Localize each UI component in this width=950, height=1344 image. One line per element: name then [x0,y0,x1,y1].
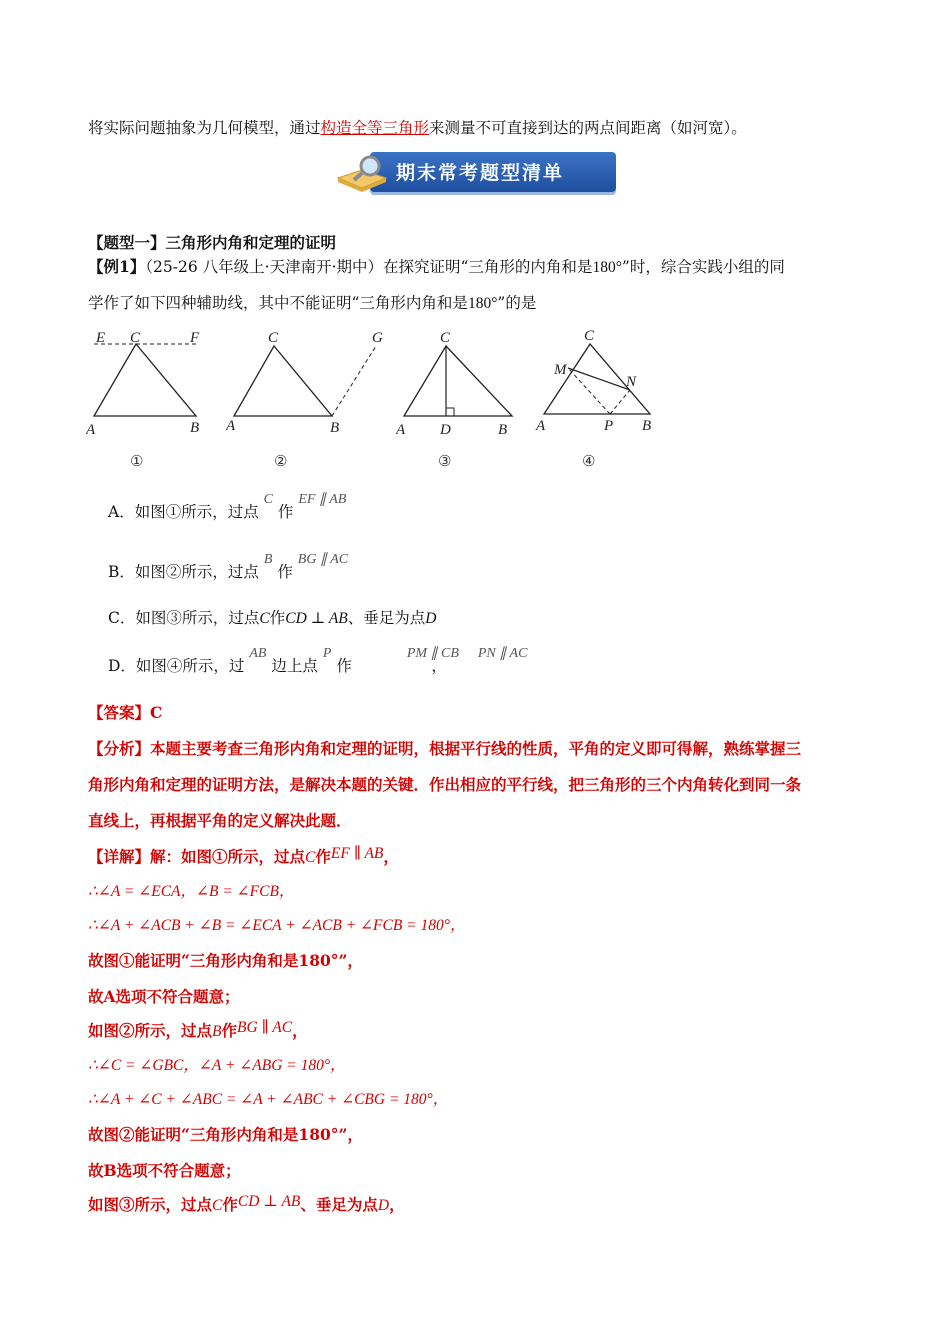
triangle-abc-1 [94,344,196,416]
banner-title: 期末常考题型清单 [396,162,565,184]
line-pn [610,390,630,414]
detail-text-11a: 如图③所示，过点 [88,1195,213,1214]
example-text-2a: 学作了如下四种辅助线，其中不能证明“三角形内角和是 [88,294,468,312]
option-c-relation: CD ⊥ AB [285,610,348,627]
detail-line-5: 故A选项不符合题意； [88,987,240,1006]
label-b: B [190,420,200,436]
intro-text-before: 将实际问题抽象为几何模型，通过 [88,119,321,137]
detail-line-10: 故B选项不符合题意； [88,1161,241,1180]
answer-value: C [150,703,163,722]
detail-line-11 [88,1194,405,1217]
detail-relation-6: BG ∥ AC [237,1019,293,1036]
option-b-text: B．如图②所示，过点 [108,563,259,581]
degree-value: 180° [592,259,622,276]
label-a: A [536,418,546,434]
analysis-text-1: 本题主要考查三角形内角和定理的证明，根据平行线的性质，平角的定义即可得解，熟练掌握三 [150,739,802,758]
option-d-relation-1: PM ∥ CB [406,646,459,661]
detail-text-6c: ， [292,1021,308,1040]
option-d-point: P [322,646,332,661]
figure-3 [396,326,520,442]
label-b: B [330,420,340,436]
label-c: C [130,330,141,346]
figure-4 [534,326,664,442]
option-b-point: B [263,552,273,567]
label-a: A [396,422,406,438]
option-b-mid: 作 [277,563,293,581]
label-n: N [626,374,637,390]
option-c-text: C．如图③所示，过点 [108,609,260,627]
answer-line [88,702,162,724]
detail-equation-7: ∴∠C = ∠GBC，∠A + ∠ABG = 180°， [88,1057,346,1074]
option-c [108,606,436,628]
detail-text-11c: 、垂足为点 [300,1195,378,1214]
detail-line-6 [88,1020,308,1043]
example-text-1a: （25-26 八年级上·天津南开·期中）在探究证明“三角形的内角和是 [145,258,593,276]
label-m: M [554,362,567,378]
analysis-line-3: 直线上，再根据平角的定义解决此题． [88,811,352,830]
option-a-text: A．如图①所示，过点 [108,503,259,521]
degree-value-2: 180° [467,295,498,312]
detail-point-11: C [212,1197,223,1214]
detail-point-6: B [212,1023,222,1040]
option-b-relation: BG ∥ AC [297,552,349,567]
option-d-tail: ， [431,657,447,675]
detail-text-6a: 如图②所示，过点 [88,1021,213,1040]
detail-line-1 [88,846,399,869]
label-a: A [86,422,96,438]
label-d: D [440,422,451,438]
detail-line-9: 故图②能证明“三角形内角和是180°”， [88,1125,363,1144]
detail-foot-11: D [377,1197,390,1214]
intro-text-after: 来测量不可直接到达的两点间距离（如河宽）。 [429,119,747,137]
option-c-point: C [259,610,270,627]
option-a-mid: 作 [277,503,294,521]
label-a: A [226,418,236,434]
option-a-point: C [263,492,273,507]
analysis-line-1 [88,738,801,760]
figure-2 [226,326,392,442]
option-c-foot: D [425,610,437,627]
detail-point-1: C [305,849,316,866]
book-magnifier-icon [334,148,394,196]
label-f: F [190,330,200,346]
detail-line-8 [88,1088,448,1111]
label-b: B [498,422,508,438]
detail-relation-1: EF ∥ AB [330,845,384,862]
section-banner [334,148,616,196]
label-b: B [642,418,652,434]
option-c-mid: 作 [269,609,286,627]
detail-equation-3: ∴∠A + ∠ACB + ∠B = ∠ECA + ∠ACB + ∠FCB = 180°， [88,917,466,934]
detail-line-7 [88,1054,346,1077]
label-e: E [96,330,106,346]
line-bg [332,346,376,416]
detail-text-11b: 作 [222,1195,238,1214]
option-d-act: 作 [336,657,352,675]
figure-label-2: ② [274,452,288,470]
label-g: G [372,330,383,346]
detail-label: 【详解】 [88,847,151,866]
option-a [108,492,347,522]
option-d-mid: 边上点 [271,657,318,675]
detail-equation-8: ∴∠A + ∠C + ∠ABC = ∠A + ∠ABC + ∠CBG = 180°， [88,1091,449,1108]
option-d-text: D．如图④所示，过 [108,657,245,675]
intro-highlight: 构造全等三角形 [320,119,430,137]
analysis-label: 【分析】 [88,739,151,758]
figure-label-3: ③ [438,452,452,470]
figure-1 [86,326,216,442]
detail-text-6b: 作 [221,1021,237,1040]
detail-equation-2: ∴∠A = ∠ECA，∠B = ∠FCB， [88,883,295,900]
option-b [108,552,349,582]
example-line-1 [88,256,785,279]
answer-label: 【答案】 [88,703,151,722]
option-c-tail: 、垂足为点 [347,609,426,627]
detail-line-2 [88,880,294,903]
detail-text-11d: ， [389,1195,405,1214]
intro-line [88,117,747,139]
triangle-abc-2 [234,346,332,416]
label-c: C [440,330,451,346]
label-c: C [268,330,279,346]
triangle-abc-3 [404,346,512,416]
option-d-segment: AB [249,646,267,661]
example-text-1b: ”时，综合实践小组的同 [621,258,785,276]
label-c: C [584,328,595,344]
detail-text-1a: 解：如图①所示，过点 [150,847,306,866]
detail-text-1b: 作 [315,847,331,866]
option-d [108,646,543,676]
label-p: P [604,418,614,434]
figure-label-1: ① [130,452,144,470]
detail-relation-11: CD ⊥ AB [237,1193,301,1210]
example-label: 【例1】 [88,257,146,276]
detail-text-1c: ， [383,847,399,866]
example-text-2b: ”的是 [497,294,537,312]
example-line-2 [88,292,536,315]
right-angle-mark [446,408,454,416]
section-title: 【题型一】三角形内角和定理的证明 [88,233,337,252]
analysis-line-2: 角形内角和定理的证明方法，是解决本题的关键．作出相应的平行线，把三角形的三个内角转化到同一条 [88,775,802,794]
detail-line-4: 故图①能证明“三角形内角和是180°”， [88,951,363,970]
figure-label-4: ④ [582,452,596,470]
detail-line-3 [88,914,465,937]
option-d-relation-2: PN ∥ AC [477,646,528,661]
option-a-relation: EF ∥ AB [298,492,347,507]
